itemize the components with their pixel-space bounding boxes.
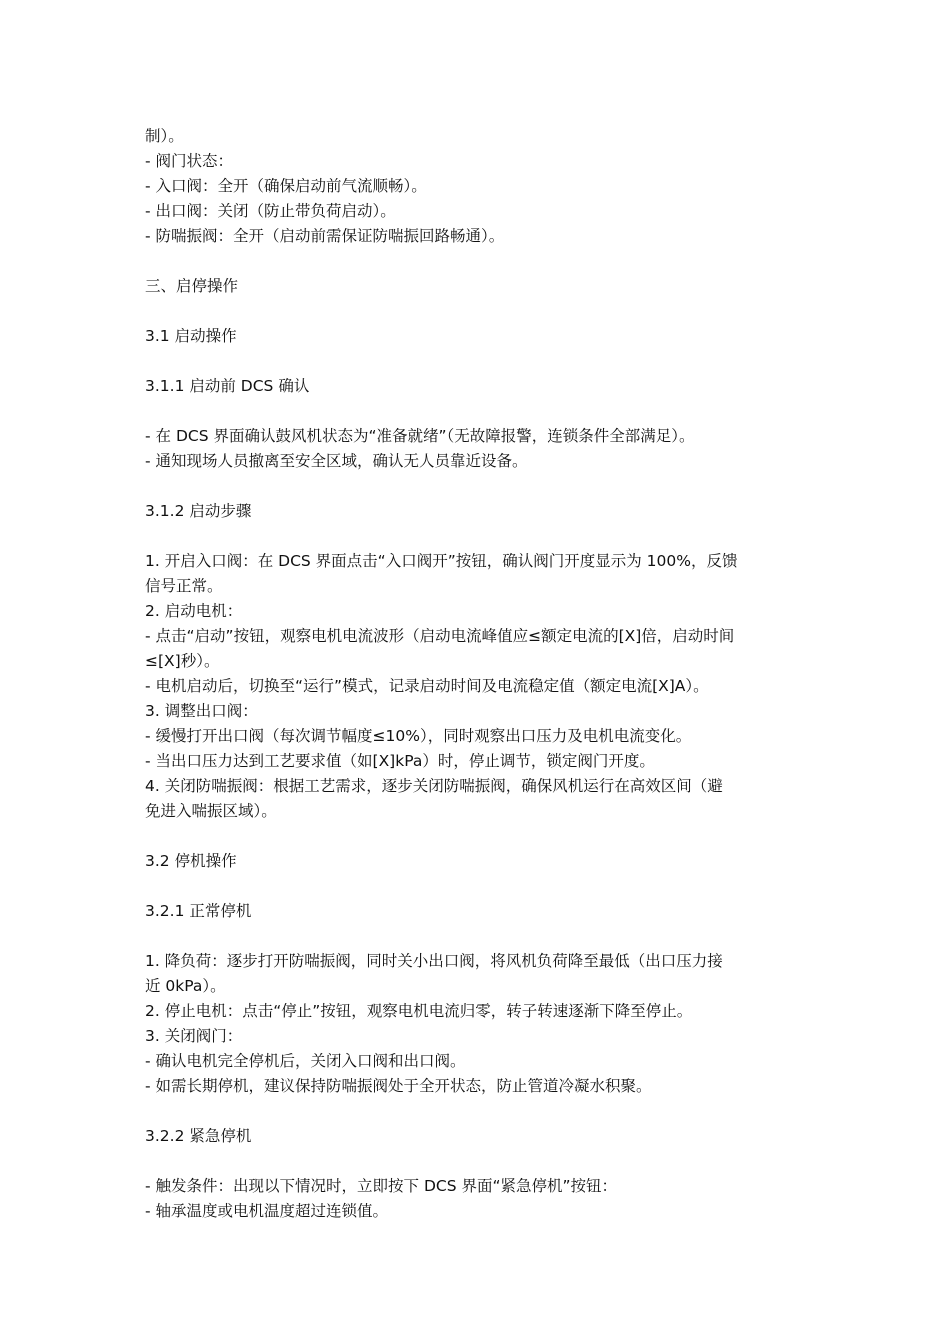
text-line: 3.2.2 紧急停机 <box>145 1127 252 1145</box>
text-line: 1. 开启入口阀：在 DCS 界面点击“入口阀开”按钮，确认阀门开度显示为 100%，反馈 <box>145 552 738 570</box>
text-line: 3.1 启动操作 <box>145 327 237 345</box>
text-line: 3.2.1 正常停机 <box>145 902 252 920</box>
document-page <box>145 124 809 1224</box>
paragraph-spacer <box>145 249 809 274</box>
text-line: - 轴承温度或电机温度超过连锁值。 <box>145 1202 389 1220</box>
text-line: - 通知现场人员撤离至安全区域，确认无人员靠近设备。 <box>145 452 528 470</box>
text-line: - 触发条件：出现以下情况时，立即按下 DCS 界面“紧急停机”按钮： <box>145 1177 618 1195</box>
text-line: 3.1.2 启动步骤 <box>145 502 252 520</box>
text-line: ≤[X]秒）。 <box>145 652 220 670</box>
paragraph-spacer <box>145 824 809 849</box>
text-line: - 点击“启动”按钮，观察电机电流波形（启动电流峰值应≤额定电流的[X]倍，启动时间 <box>145 627 735 645</box>
text-line: - 确认电机完全停机后，关闭入口阀和出口阀。 <box>145 1052 466 1070</box>
paragraph-spacer <box>145 299 809 324</box>
paragraph-spacer <box>145 524 809 549</box>
text-line: 3. 关闭阀门： <box>145 1027 243 1045</box>
text-line: - 入口阀：全开（确保启动前气流顺畅）。 <box>145 177 427 195</box>
paragraph-spacer <box>145 399 809 424</box>
text-line: - 如需长期停机，建议保持防喘振阀处于全开状态，防止管道冷凝水积聚。 <box>145 1077 652 1095</box>
text-line: 3. 调整出口阀： <box>145 702 258 720</box>
text-line: 2. 启动电机： <box>145 602 243 620</box>
text-line: - 出口阀：关闭（防止带负荷启动）。 <box>145 202 396 220</box>
text-line: 信号正常。 <box>145 577 223 595</box>
text-line: - 在 DCS 界面确认鼓风机状态为“准备就绪”（无故障报警，连锁条件全部满足）。 <box>145 427 695 445</box>
paragraph-spacer <box>145 874 809 899</box>
paragraph-spacer <box>145 924 809 949</box>
text-line: 4. 关闭防喘振阀：根据工艺需求，逐步关闭防喘振阀，确保风机运行在高效区间（避 <box>145 777 723 795</box>
text-line: - 缓慢打开出口阀（每次调节幅度≤10%），同时观察出口压力及电机电流变化。 <box>145 727 692 745</box>
text-line: - 阀门状态： <box>145 152 234 170</box>
text-line: 制）。 <box>145 127 184 145</box>
text-line: 2. 停止电机：点击“停止”按钮，观察电机电流归零，转子转速逐渐下降至停止。 <box>145 1002 693 1020</box>
text-line: 3.2 停机操作 <box>145 852 237 870</box>
paragraph-spacer <box>145 1099 809 1124</box>
paragraph-spacer <box>145 349 809 374</box>
text-line: 3.1.1 启动前 DCS 确认 <box>145 377 310 395</box>
text-line: 免进入喘振区域）。 <box>145 802 277 820</box>
text-line: 近 0kPa）。 <box>145 977 226 995</box>
text-line: 1. 降负荷：逐步打开防喘振阀，同时关小出口阀，将风机负荷降至最低（出口压力接 <box>145 952 723 970</box>
paragraph-spacer <box>145 474 809 499</box>
paragraph-spacer <box>145 1149 809 1174</box>
text-line: - 电机启动后，切换至“运行”模式，记录启动时间及电流稳定值（额定电流[X]A）。 <box>145 677 709 695</box>
text-line: - 防喘振阀：全开（启动前需保证防喘振回路畅通）。 <box>145 227 505 245</box>
text-line: - 当出口压力达到工艺要求值（如[X]kPa）时，停止调节，锁定阀门开度。 <box>145 752 655 770</box>
text-line: 三、启停操作 <box>145 277 239 295</box>
